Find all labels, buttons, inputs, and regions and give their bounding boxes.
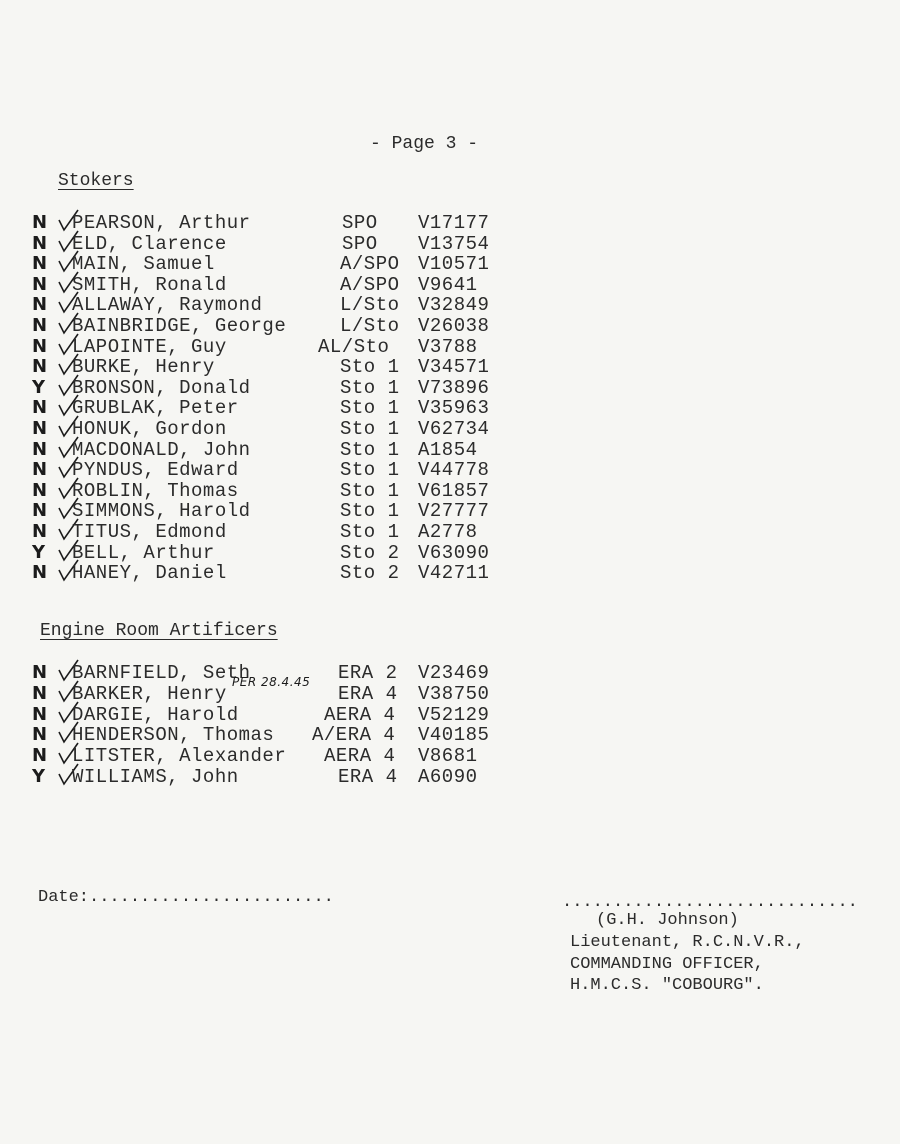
crew-rank: Sto 1 bbox=[340, 356, 400, 379]
crew-name: WILLIAMS, John bbox=[72, 766, 239, 788]
handwritten-mark: Y bbox=[32, 376, 46, 398]
table-row bbox=[0, 356, 900, 377]
crew-name: BARKER, Henry bbox=[72, 682, 227, 705]
service-number: V3788 bbox=[418, 335, 478, 358]
service-number: V32849 bbox=[418, 294, 490, 317]
handwritten-mark: N bbox=[32, 253, 48, 275]
ship-name: H.M.C.S. "COBOURG". bbox=[570, 976, 764, 995]
table-row bbox=[0, 480, 900, 501]
crew-rank: ERA 4 bbox=[338, 682, 398, 705]
crew-rank: Sto 1 bbox=[340, 479, 400, 502]
table-row bbox=[0, 233, 900, 254]
crew-rank: A/SPO bbox=[340, 273, 400, 296]
crew-name: BELL, Arthur bbox=[72, 541, 215, 564]
crew-rank: L/Sto bbox=[340, 294, 400, 317]
page-number: - Page 3 - bbox=[370, 134, 479, 154]
table-row bbox=[0, 315, 900, 336]
table-row bbox=[0, 439, 900, 460]
handwritten-mark: N bbox=[32, 479, 48, 501]
handwritten-mark: N bbox=[32, 356, 48, 378]
handwritten-mark: N bbox=[32, 459, 48, 481]
crew-name: SMITH, Ronald bbox=[72, 273, 227, 296]
table-row bbox=[0, 212, 900, 233]
service-number: V34571 bbox=[418, 356, 490, 379]
crew-name: DARGIE, Harold bbox=[72, 703, 239, 726]
handwritten-mark: N bbox=[32, 212, 48, 233]
crew-name: BAINBRIDGE, George bbox=[72, 315, 287, 337]
service-number: V40185 bbox=[418, 724, 490, 747]
service-number: A2778 bbox=[418, 521, 478, 543]
table-row bbox=[0, 418, 900, 439]
handwritten-mark: N bbox=[32, 232, 48, 254]
service-number: V23469 bbox=[418, 662, 490, 684]
handwritten-mark: N bbox=[32, 703, 48, 725]
table-row bbox=[0, 745, 900, 766]
table-row bbox=[0, 724, 900, 745]
crew-rank: AERA 4 bbox=[324, 745, 396, 768]
crew-name: LAPOINTE, Guy bbox=[72, 335, 227, 358]
table-row bbox=[0, 500, 900, 521]
handwritten-mark: N bbox=[32, 662, 48, 683]
signer-name: (G.H. Johnson) bbox=[596, 911, 739, 930]
signer-rank: Lieutenant, R.C.N.V.R., bbox=[570, 933, 805, 952]
table-row bbox=[0, 336, 900, 357]
service-number: A6090 bbox=[418, 766, 478, 788]
table-row bbox=[0, 562, 900, 583]
crew-name: SIMMONS, Harold bbox=[72, 500, 251, 523]
handwritten-mark: N bbox=[32, 294, 48, 316]
table-row bbox=[0, 674, 900, 705]
handwritten-mark: N bbox=[32, 397, 48, 419]
crew-rank: A/SPO bbox=[340, 253, 400, 276]
service-number: V27777 bbox=[418, 500, 490, 523]
service-number: V61857 bbox=[418, 479, 490, 502]
table-row bbox=[0, 397, 900, 418]
date-line: Date:........................ bbox=[38, 888, 334, 907]
table-row bbox=[0, 521, 900, 542]
crew-rank: Sto 1 bbox=[340, 521, 400, 543]
service-number: V26038 bbox=[418, 315, 490, 337]
handwritten-mark: N bbox=[32, 724, 48, 746]
crew-name: TITUS, Edmond bbox=[72, 521, 227, 543]
crew-rank: Sto 1 bbox=[340, 376, 400, 399]
crew-rank: SPO bbox=[342, 232, 378, 255]
crew-name: HENDERSON, Thomas bbox=[72, 724, 275, 747]
signature-line: ............................. bbox=[562, 893, 858, 912]
handwritten-note: PER 28.4.45 bbox=[232, 674, 311, 689]
handwritten-mark: N bbox=[32, 315, 48, 336]
crew-name: BURKE, Henry bbox=[72, 356, 215, 379]
service-number: A1854 bbox=[418, 438, 478, 461]
table-row bbox=[0, 704, 900, 725]
crew-rank: Sto 1 bbox=[340, 397, 400, 420]
service-number: V38750 bbox=[418, 682, 490, 705]
table-row bbox=[0, 459, 900, 480]
service-number: V62734 bbox=[418, 418, 490, 440]
service-number: V8681 bbox=[418, 745, 478, 768]
crew-rank: Sto 2 bbox=[340, 541, 400, 564]
service-number: V42711 bbox=[418, 562, 490, 585]
service-number: V10571 bbox=[418, 253, 490, 276]
crew-rank: AERA 4 bbox=[324, 703, 396, 726]
service-number: V52129 bbox=[418, 703, 490, 726]
handwritten-mark: N bbox=[32, 438, 48, 460]
crew-rank: Sto 1 bbox=[340, 438, 400, 461]
era-heading: Engine Room Artificers bbox=[40, 621, 278, 641]
crew-name: HANEY, Daniel bbox=[72, 562, 227, 585]
table-row bbox=[0, 542, 900, 563]
crew-rank: Sto 1 bbox=[340, 500, 400, 523]
crew-name: PEARSON, Arthur bbox=[72, 212, 251, 234]
crew-name: BARNFIELD, Seth bbox=[72, 662, 251, 684]
handwritten-mark: N bbox=[32, 521, 48, 542]
stokers-heading: Stokers bbox=[58, 171, 134, 191]
table-row bbox=[0, 766, 900, 787]
signer-title: COMMANDING OFFICER, bbox=[570, 955, 764, 974]
table-row bbox=[0, 274, 900, 295]
crew-rank: SPO bbox=[342, 212, 378, 234]
handwritten-mark: N bbox=[32, 335, 48, 357]
crew-name: LITSTER, Alexander bbox=[72, 745, 287, 768]
crew-rank: Sto 1 bbox=[340, 459, 400, 482]
service-number: V73896 bbox=[418, 376, 490, 399]
service-number: V44778 bbox=[418, 459, 490, 482]
crew-name: PYNDUS, Edward bbox=[72, 459, 239, 482]
service-number: V9641 bbox=[418, 273, 478, 296]
crew-name: HONUK, Gordon bbox=[72, 418, 227, 440]
crew-rank: ERA 2 bbox=[338, 662, 398, 684]
crew-name: ROBLIN, Thomas bbox=[72, 479, 239, 502]
crew-rank: Sto 1 bbox=[340, 418, 400, 440]
crew-rank: Sto 2 bbox=[340, 562, 400, 585]
handwritten-mark: N bbox=[32, 745, 48, 767]
service-number: V17177 bbox=[418, 212, 490, 234]
crew-name: MACDONALD, John bbox=[72, 438, 251, 461]
table-row bbox=[0, 377, 900, 398]
table-row bbox=[0, 253, 900, 274]
crew-name: ALLAWAY, Raymond bbox=[72, 294, 263, 317]
table-row bbox=[0, 294, 900, 315]
crew-name: MAIN, Samuel bbox=[72, 253, 215, 276]
crew-rank: AL/Sto bbox=[318, 335, 390, 358]
handwritten-mark: N bbox=[32, 682, 48, 704]
crew-name: BRONSON, Donald bbox=[72, 376, 251, 399]
crew-rank: L/Sto bbox=[340, 315, 400, 337]
crew-name: ELD, Clarence bbox=[72, 232, 227, 255]
crew-rank: ERA 4 bbox=[338, 766, 398, 788]
crew-rank: A/ERA 4 bbox=[312, 724, 396, 747]
crew-name: GRUBLAK, Peter bbox=[72, 397, 239, 420]
handwritten-mark: Y bbox=[32, 766, 46, 787]
table-row bbox=[0, 662, 900, 683]
handwritten-mark: N bbox=[32, 500, 48, 522]
service-number: V13754 bbox=[418, 232, 490, 255]
service-number: V35963 bbox=[418, 397, 490, 420]
handwritten-mark: N bbox=[32, 273, 48, 295]
handwritten-mark: N bbox=[32, 562, 48, 584]
handwritten-mark: Y bbox=[32, 541, 46, 563]
service-number: V63090 bbox=[418, 541, 490, 564]
handwritten-mark: N bbox=[32, 418, 48, 439]
